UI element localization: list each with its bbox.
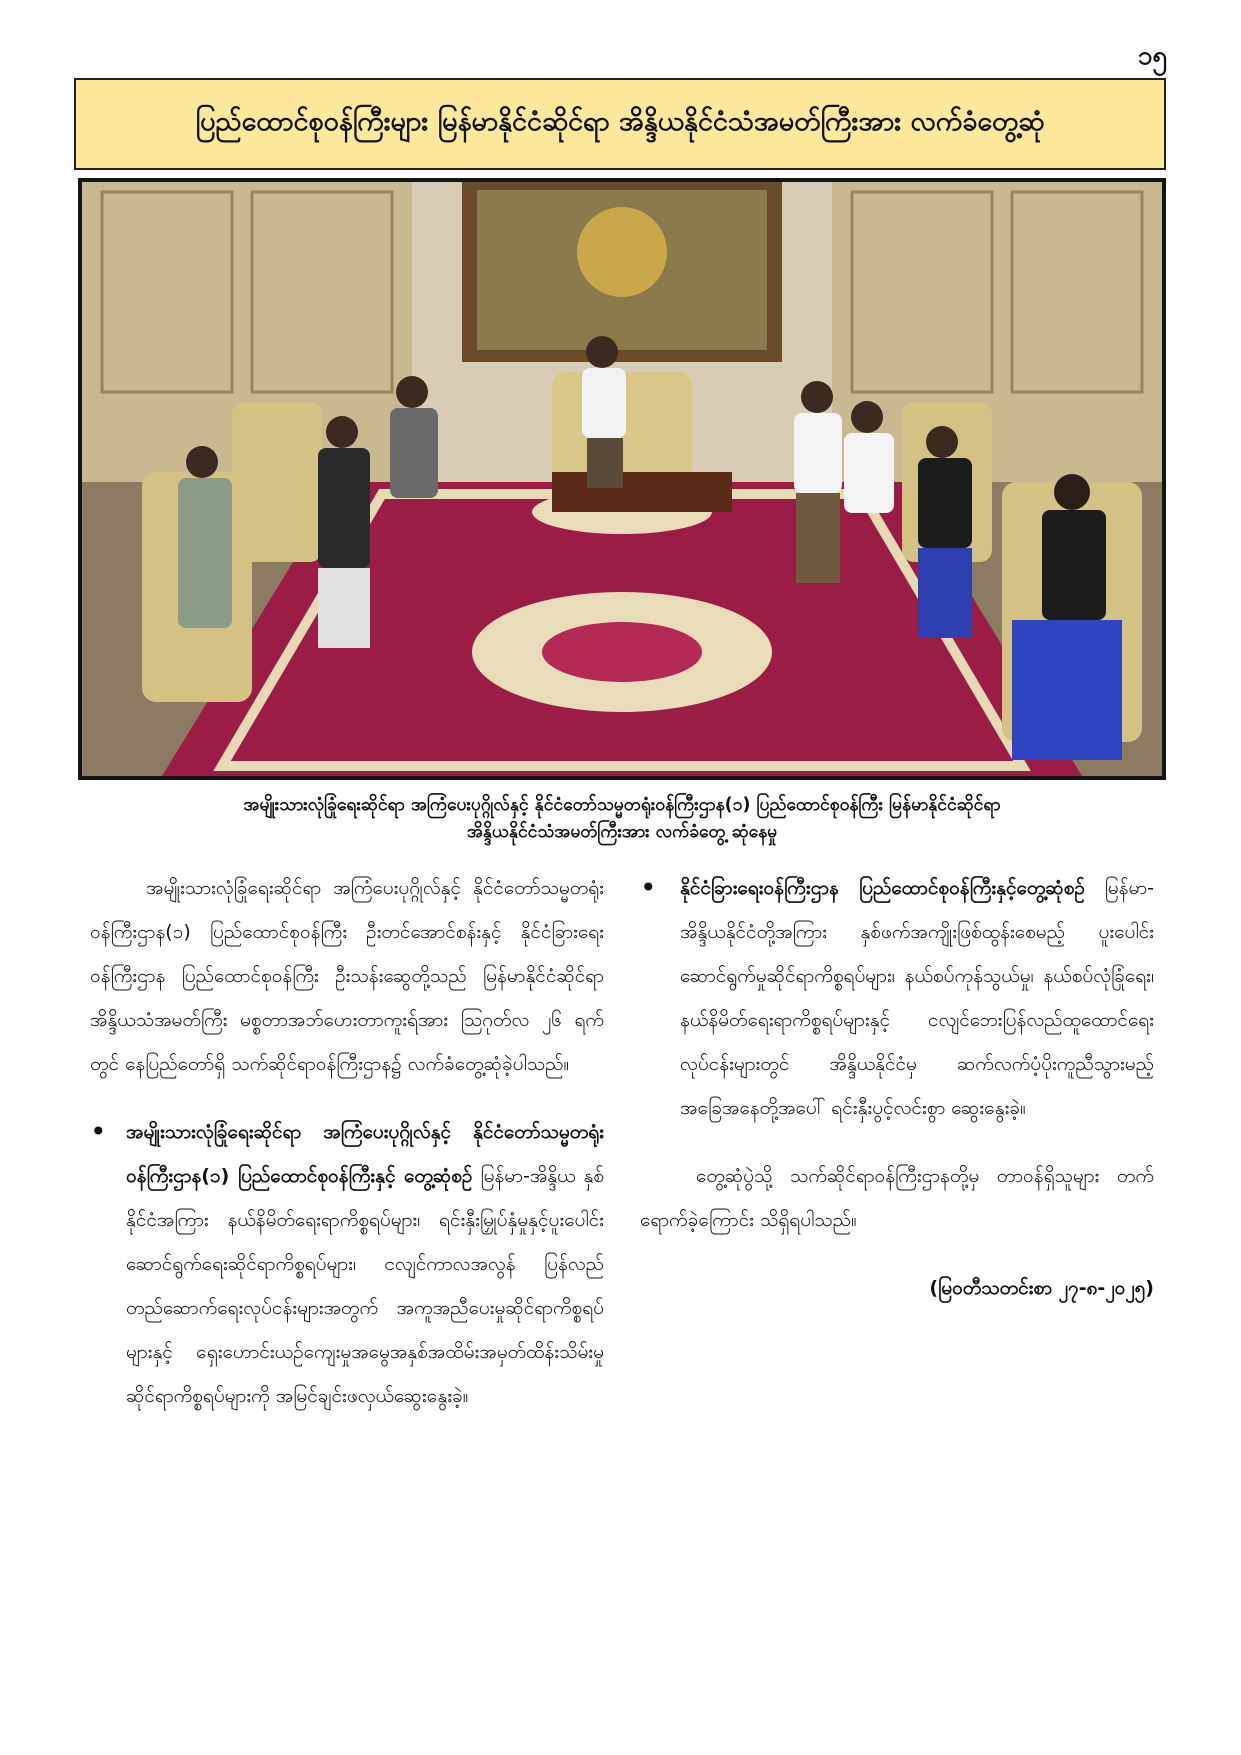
caption-line-1: အမျိုးသားလုံခြုံရေးဆိုင်ရာ အကြံပေးပုဂ္ဂိုလ်နှင့် နိုင်ငံတော်သမ္မတရုံးဝန်ကြီးဌာန(၁) ပြည်ထောင်စုဝန်ကြီး မြန်မာနိုင်ငံဆိုင်ရာ: [243, 795, 1001, 815]
meeting-photo-illustration: [82, 182, 1162, 776]
left-column: [90, 866, 604, 1442]
bullet-heading: အမျိုးသားလုံခြုံရေးဆိုင်ရာ အကြံပေးပုဂ္ဂိုလ်နှင့် နိုင်ငံတော်သမ္မတရုံးဝန်ကြီးဌာန(၁) ပြည်ထောင်စုဝန်ကြီးနှင့် တွေ့ဆုံစဉ်: [126, 1121, 604, 1187]
meeting-photo: [78, 178, 1166, 780]
coffee-table: [552, 472, 732, 512]
tapestry-ornament: [577, 207, 667, 297]
bullet-body: မြန်မာ-အိန္ဒိယ နှစ်နိုင်ငံအကြား နယ်နိမိတ်ရေးရာကိစ္စရပ်များ၊ ရင်းနှီးမြှုပ်နှံမှုနှင့်ပူးပေါင်းဆောင်ရွက်ရေးဆိုင်ရာကိစ္စရပ်များ၊ ငလျင်ကာလအလွန် ပြန်လည်တည်ဆောက်ရေးလုပ်ငန်းများအတွက် အကူအညီပေးမှုဆိုင်ရာကိစ္စရပ်များနှင့် ရှေးဟောင်းယဉ်ကျေးမှုအမွေအနှစ်အထိမ်းအမှတ်ထိန်းသိမ်းမှုဆိုင်ရာကိစ္စရပ်များကို အမြင်ချင်းဖလှယ်ဆွေးနွေးခဲ့။: [126, 1165, 605, 1407]
news-source: (မြဝတီသတင်းစာ ၂၇-၈-၂၀၂၅): [929, 1277, 1154, 1299]
bullet-item-security-advisor: [90, 1110, 604, 1418]
headline-banner: [74, 78, 1166, 170]
headline-title: ပြည်ထောင်စုဝန်ကြီးများ မြန်မာနိုင်ငံဆိုင်ရာ အိန္ဒိယနိုင်ငံသံအမတ်ကြီးအား လက်ခံတွေ့ဆုံ: [195, 106, 1045, 137]
caption-line-2: အိန္ဒိယနိုင်ငံသံအမတ်ကြီးအား လက်ခံတွေ့ ဆုံနေမှု: [466, 822, 778, 842]
photo-caption: [78, 792, 1166, 846]
bullet-body: မြန်မာ-အိန္ဒိယနိုင်ငံတို့အကြား နှစ်ဖက်အကျိုးဖြစ်ထွန်းစေမည့် ပူးပေါင်းဆောင်ရွက်မှုဆိုင်ရာကိစ္စရပ်များ၊ နယ်စပ်ကုန်သွယ်မှု၊ နယ်စပ်လုံခြုံရေး၊ နယ်နိမိတ်ရေးရာကိစ္စရပ်များနှင့် ငလျင်ဘေးပြန်လည်ထူထောင်ရေးလုပ်ငန်းများတွင် အိန္ဒိယနိုင်ငံမှ ဆက်လက်ပံ့ပိုးကူညီသွားမည့် အခြေအနေတို့အပေါ် ရင်းနှီးပွင့်လင်းစွာ ဆွေးနွေးခဲ့။: [680, 877, 1154, 1119]
right-column: [640, 866, 1154, 1310]
bullet-icon: •: [90, 1115, 107, 1148]
intro-paragraph: အမျိုးသားလုံခြုံရေးဆိုင်ရာ အကြံပေးပုဂ္ဂိုလ်နှင့် နိုင်ငံတော်သမ္မတရုံးဝန်ကြီးဌာန(၁) ပြည်ထောင်စုဝန်ကြီး ဦးတင်အောင်စန်းနှင့် နိုင်ငံခြားရေးဝန်ကြီးဌာန ပြည်ထောင်စုဝန်ကြီး ဦးသန်းဆွေတို့သည် မြန်မာနိုင်ငံဆိုင်ရာ အိန္ဒိယသံအမတ်ကြီး မစ္စတာအဘ်ဟေးတာကူးရ်အား ဩဂုတ်လ ၂၆ ရက်တွင် နေပြည်တော်ရှိ သက်ဆိုင်ရာဝန်ကြီးဌာန၌ လက်ခံတွေ့ဆုံခဲ့ပါသည်။: [90, 877, 604, 1075]
page-number: ၁၅: [1137, 41, 1167, 71]
carpet-medallion-inner: [542, 622, 702, 682]
closing-paragraph: တွေ့ဆုံပွဲသို့ သက်ဆိုင်ရာဝန်ကြီးဌာနတို့မှ တာဝန်ရှိသူများ တက်ရောက်ခဲ့ကြောင်း သိရှိရပါသည်။: [640, 1165, 1154, 1231]
bullet-icon: •: [640, 871, 657, 904]
bullet-item-foreign-affairs: [640, 866, 1154, 1130]
bullet-heading: နိုင်ငံခြားရေးဝန်ကြီးဌာန ပြည်ထောင်စုဝန်ကြီးနှင့်တွေ့ဆုံစဉ်: [680, 877, 1085, 899]
